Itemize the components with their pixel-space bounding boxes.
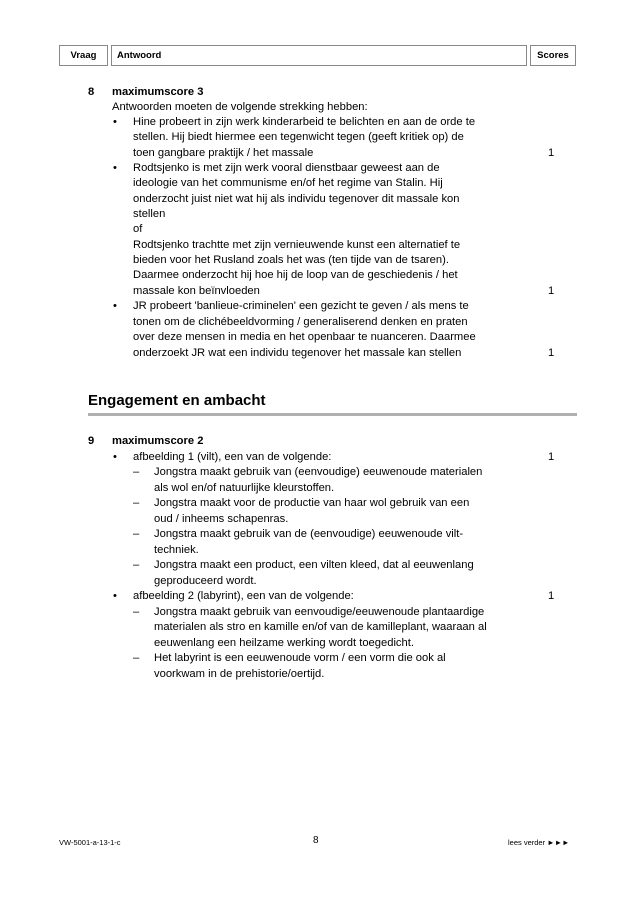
bullet-text-line: tonen om de clichébeeldvorming / generaliserend denken en praten [133, 316, 468, 328]
dash-text-line: Jongstra maakt voor de productie van haar wol gebruik van een [154, 497, 470, 509]
bullet-text-line: Hine probeert in zijn werk kinderarbeid te belichten en aan de orde te [133, 116, 476, 128]
bullet-text-line: afbeelding 2 (labyrint), een van de volgende: [133, 590, 354, 602]
score-value: 1 [548, 147, 555, 159]
dash-text-line: voorkwam in de prehistorie/oertijd. [154, 668, 325, 680]
bullet-text-line: ideologie van het communisme en/of het regime van Stalin. Hij [133, 177, 443, 189]
bullet-text-line: JR probeert 'banlieue-criminelen' een gezicht te geven / als mens te [133, 300, 469, 312]
dash-text-line: eeuwenlang een heilzame werking wordt toegedicht. [154, 637, 414, 649]
header-antwoord-label: Antwoord [117, 50, 162, 61]
bullet-text-line: onderzocht juist niet wat hij als individu tegenover dit massale kon [133, 193, 460, 205]
bullet-text-line: of [133, 223, 143, 235]
bullet-text-line: bieden voor het Rusland zoals het was (ten tijde van de tsaren). [133, 254, 449, 266]
bullet-marker: • [113, 162, 117, 174]
question-number: 8 [88, 86, 95, 98]
header-scores-label: Scores [537, 50, 569, 61]
header-vraag-label: Vraag [70, 50, 97, 61]
bullet-text-line: stellen [133, 208, 166, 220]
dash-text-line: oud / inheems schapenras. [154, 513, 289, 525]
bullet-text-line: Rodtsjenko trachtte met zijn vernieuwende kunst een alternatief te [133, 239, 461, 251]
dash-marker: – [133, 528, 140, 540]
section-divider [88, 413, 577, 416]
bullet-text-line: stellen. Hij biedt hiermee een tegenwicht tegen (geeft kritiek op) de [133, 131, 464, 143]
bullet-text-line: massale kon beïnvloeden [133, 285, 260, 297]
header-scores [530, 45, 576, 66]
header-antwoord [111, 45, 527, 66]
dash-text-line: Jongstra maakt een product, een vilten kleed, dat al eeuwenlang [154, 559, 474, 571]
dash-marker: – [133, 559, 140, 571]
dash-marker: – [133, 497, 140, 509]
header-vraag [59, 45, 108, 66]
question-number: 9 [88, 435, 95, 447]
bullet-text-line: onderzoekt JR wat een individu tegenover het massale kan stellen [133, 347, 462, 359]
dash-marker: – [133, 652, 140, 664]
continue-link[interactable]: lees verder ►►► [508, 838, 570, 847]
answer-intro: Antwoorden moeten de volgende strekking hebben: [112, 101, 368, 113]
bullet-text-line: Rodtsjenko is met zijn werk vooral dienstbaar geweest aan de [133, 162, 440, 174]
dash-text-line: als wol en/of natuurlijke kleurstoffen. [154, 482, 335, 494]
bullet-marker: • [113, 116, 117, 128]
dash-text-line: materialen als stro en kamille en/of van de kamilleplant, waaraan al [154, 621, 487, 633]
score-value: 1 [548, 347, 555, 359]
dash-text-line: Jongstra maakt gebruik van (eenvoudige) eeuwenoude materialen [154, 466, 483, 478]
dash-text-line: Het labyrint is een eeuwenoude vorm / een vorm die ook al [154, 652, 446, 664]
bullet-marker: • [113, 590, 117, 602]
maximum-score-title: maximumscore 3 [112, 86, 204, 98]
bullet-text-line: toen gangbare praktijk / het massale [133, 147, 314, 159]
score-value: 1 [548, 451, 555, 463]
bullet-marker: • [113, 451, 117, 463]
dash-text-line: techniek. [154, 544, 199, 556]
dash-marker: – [133, 466, 140, 478]
score-value: 1 [548, 285, 555, 297]
document-code: VW-5001-a-13-1-c [59, 838, 121, 847]
dash-marker: – [133, 606, 140, 618]
maximum-score-title: maximumscore 2 [112, 435, 204, 447]
page-number: 8 [313, 835, 319, 846]
bullet-text-line: Daarmee onderzocht hij hoe hij de loop van de geschiedenis / het [133, 269, 458, 281]
bullet-text-line: over deze mensen in media en het openbaar te nuanceren. Daarmee [133, 331, 476, 343]
bullet-marker: • [113, 300, 117, 312]
score-value: 1 [548, 590, 555, 602]
dash-text-line: Jongstra maakt gebruik van de (eenvoudige) eeuwenoude vilt- [154, 528, 464, 540]
dash-text-line: geproduceerd wordt. [154, 575, 257, 587]
section-heading: Engagement en ambacht [88, 392, 266, 409]
dash-text-line: Jongstra maakt gebruik van eenvoudige/eeuwenoude plantaardige [154, 606, 485, 618]
bullet-text-line: afbeelding 1 (vilt), een van de volgende: [133, 451, 332, 463]
